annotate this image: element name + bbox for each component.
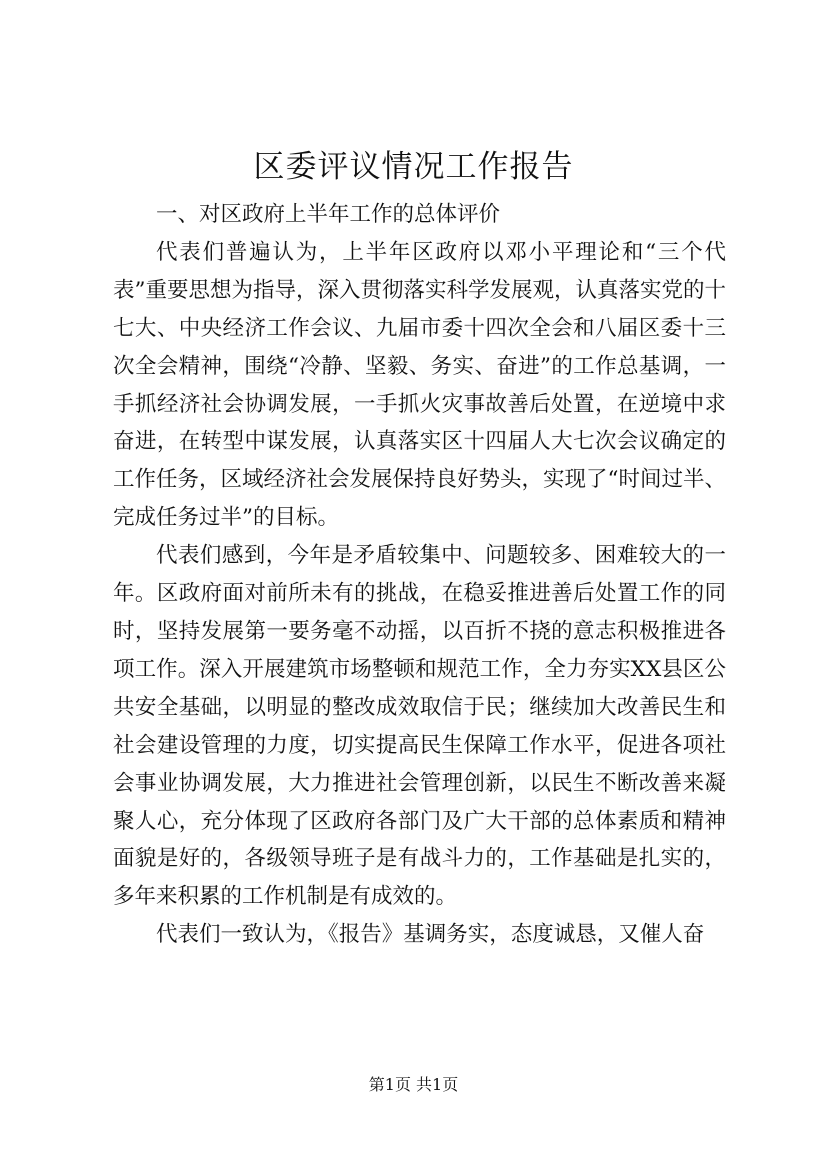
document-title: 区委评议情况工作报告 [253, 149, 574, 185]
document-body [113, 196, 726, 954]
body-paragraph: 代表们感到，今年是矛盾较集中、问题较多、困难较大的一年。区政府面对前所未有的挑战，在稳妥推进善后处置工作的同时，坚持发展第一要务毫不动摇，以百折不挠的意志积极推进各项工作。深入开展建筑市场整顿和规范工作，全力夯实XX县区公共安全基础，以明显的整改成效取信于民；继续加大改善民生和社会建设管理的力度，切实提高民生保障工作水平，促进各项社会事业协调发展，大力推进社会管理创新，以民生不断改善来凝聚人心，充分体现了区政府各部门及广大干部的总体素质和精神面貌是好的，各级领导班子是有战斗力的，工作基础是扎实的，多年来积累的工作机制是有成效的。 [113, 543, 726, 910]
page-footer: 第1页 共1页 [368, 1075, 459, 1094]
section-heading: 一、对区政府上半年工作的总体评价 [156, 202, 501, 227]
body-paragraph: 代表们一致认为，《报告》基调务实，态度诚恳，又催人奋 [156, 922, 705, 948]
body-paragraph: 代表们普遍认为，上半年区政府以邓小平理论和“三个代表”重要思想为指导，深入贯彻落实科学发展观，认真落实党的十七大、中央经济工作会议、九届市委十四次全会和八届区委十三次全会精神，围绕“冷静、坚毅、务实、奋进”的工作总基调，一手抓经济社会协调发展，一手抓火灾事故善后处置，在逆境中求奋进，在转型中谋发展，认真落实区十四届人大七次会议确定的工作任务，区域经济社会发展保持良好势头，实现了“时间过半、完成任务过半”的目标。 [113, 239, 726, 531]
